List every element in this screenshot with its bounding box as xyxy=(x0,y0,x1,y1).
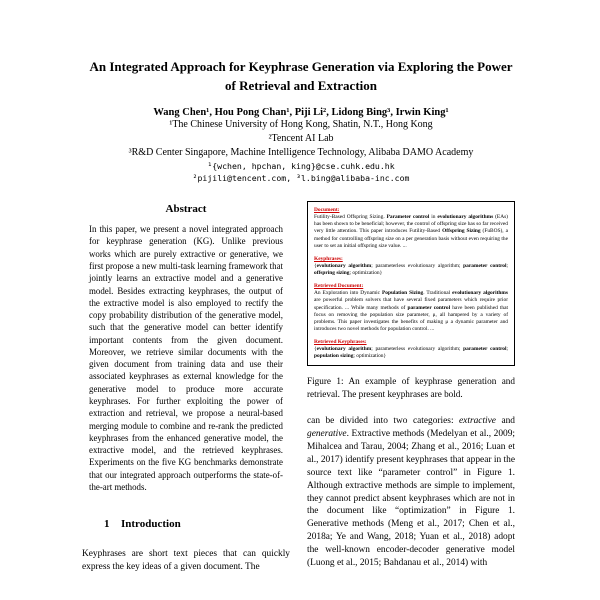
figure-block-heading: Retrieved Document: xyxy=(314,283,364,290)
figure-block-retrieved-document xyxy=(314,283,508,333)
left-column xyxy=(82,201,290,574)
figure-block-keyphrases xyxy=(314,256,508,277)
intro-paragraph: Keyphrases are short text pieces that can quickly express the key ideas of a given document. The xyxy=(82,549,290,573)
two-column-body xyxy=(82,201,520,574)
figure-1-caption: Figure 1: An example of keyphrase generation and retrieval. The present keyphrases are bold. xyxy=(307,376,515,399)
section-number: 1 xyxy=(104,518,110,531)
figure-block-document xyxy=(314,207,508,250)
paper-title: An Integrated Approach for Keyphrase Generation via Exploring the Power of Retrieval and Extraction xyxy=(89,59,513,93)
figure-block-heading: Document: xyxy=(314,207,340,214)
abstract-heading: Abstract xyxy=(165,203,207,216)
figure-block-body: {evolutionary algorithm; parameterless evolutionary algorithm; parameter control; population sizing; optimization} xyxy=(314,346,508,360)
figure-block-body: {evolutionary algorithm; parameterless evolutionary algorithm; parameter control; offspring sizing; optimization} xyxy=(314,262,508,277)
affiliation-line: ¹The Chinese University of Hong Kong, Shatin, N.T., Hong Kong xyxy=(169,118,433,130)
affiliation-line: ²Tencent AI Lab xyxy=(268,132,334,144)
figure-block-retrieved-keyphrases xyxy=(314,339,508,360)
authors-line: Wang Chen¹, Hou Pong Chan¹, Piji Li², Lidong Bing³, Irwin King¹ xyxy=(153,106,449,118)
affiliation-line: ³R&D Center Singapore, Machine Intelligence Technology, Alibaba DAMO Academy xyxy=(128,146,474,158)
figure-block-body: An Exploration into Dynamic Population Sizing. Traditional evolutionary algorithms are powerful problem solvers that have several fixed parameters which require prior specification. ... While many methods of parameter control have been published that focus on removing the population size parameter, μ, all hampered by a variety of problems. This paper investigates the benefits of making μ a dynamic parameter and introduces two novel methods for population control. ... xyxy=(314,290,508,332)
figure-block-heading: Keyphrases: xyxy=(314,255,343,262)
right-column xyxy=(307,201,515,574)
abstract-text: In this paper, we present a novel integrated approach for keyphrase generation (KG). Unlike previous works which are purely extractive or generative, we first propose a new multi-task learning framework that jointly learns an extractive model and a generative model. Besides extracting keyphrases, the output of the extractive model is also employed to rectify the copy probability distribution of the generative model, such that the generative model can better identify important contents from the given document. Moreover, we retrieve similar documents with the given document from training data and use their associated keyphrases as external knowledge for the generative model to produce more accurate keyphrases. For further exploiting the power of extraction and retrieval, we propose a neural-based merging module to combine and re-rank the predicted keyphrases from the enhanced generative model, the extractive model, and the retrieved keyphrases. Experiments on the five KG benchmarks demonstrate that our integrated approach outperforms the state-of-the-art methods. xyxy=(89,224,283,492)
figure-block-body: Futility-Based Offspring Sizing. Parameter control in evolutionary algorithms (EAs) has been shown to be beneficial; however, the control of offspring size has so far received very little attention. This paper introduces Futility-Based Offspring Sizing (FuBOS), a method for controlling offspring size on a per generation basis without even requiring the user to set an initial offspring size value. ... xyxy=(314,214,508,249)
emails-block xyxy=(82,160,520,185)
figure-block-heading: Retrieved Keyphrases: xyxy=(314,339,367,346)
section-title: Introduction xyxy=(121,518,181,531)
affiliations-block xyxy=(82,118,520,160)
email-line: ¹{wchen, hpchan, king}@cse.cuhk.edu.hk xyxy=(207,160,395,171)
email-line: ²pijili@tencent.com, ³l.bing@alibaba-inc.com xyxy=(192,173,410,184)
body-paragraph: can be divided into two categories: extractive and generative. Extractive methods (Medelyan et al., 2009; Mihalcea and Tarau, 2004; Zhang et al., 2016; Luan et al., 2017) identify present keyphrases that appear in the source text like “parameter control” in Figure 1. Although extractive methods are simple to implement, they cannot predict absent keyphrases which are not in the document like “optimization” in Figure 1. Generative methods (Meng et al., 2017; Chen et al., 2018a; Ye and Wang, 2018; Yuan et al., 2018) adopt the well-known encoder-decoder generative model (Luong et al., 2015; Bahdanau et al., 2014) with xyxy=(307,416,515,568)
section-1-heading xyxy=(82,506,290,542)
figure-1-box xyxy=(307,201,515,366)
